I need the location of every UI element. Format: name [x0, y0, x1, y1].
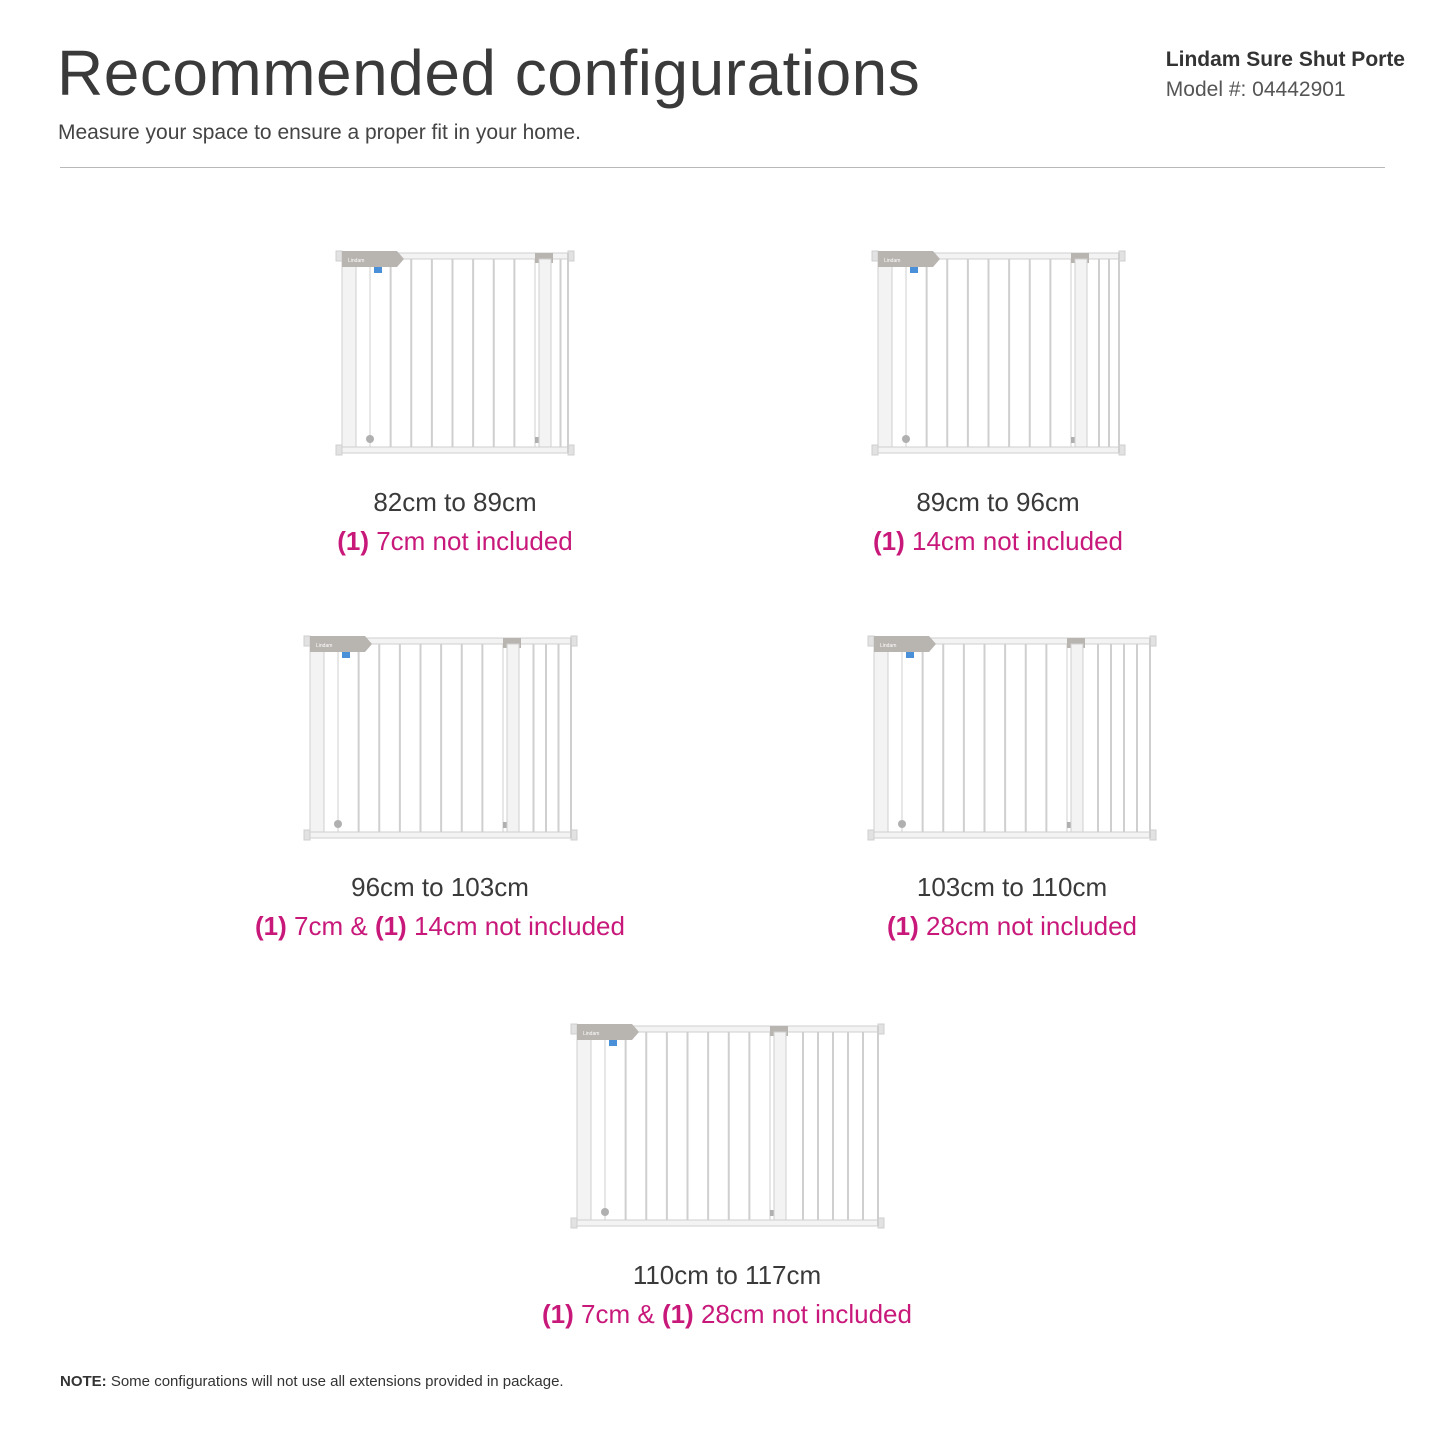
extension-text: 7cm & [286, 911, 375, 941]
configuration-card [300, 243, 610, 557]
pressure-bolt [336, 251, 342, 261]
configuration-card [848, 243, 1148, 557]
gate-frame-post [774, 1032, 786, 1220]
extension-requirement [300, 526, 610, 557]
header-divider [60, 167, 1385, 168]
gate-bottom-rail [577, 1220, 878, 1226]
gate-illustration [298, 628, 583, 850]
latch-indicator [906, 652, 914, 658]
width-range: 96cm to 103cm [351, 872, 529, 902]
extension-qty: (1) [661, 1299, 694, 1329]
page-subtitle: Measure your space to ensure a proper fit in your home. [58, 121, 581, 144]
gate-frame-post [1075, 259, 1087, 447]
gate-frame-post [878, 259, 892, 447]
width-range: 89cm to 96cm [916, 487, 1080, 517]
gate-bottom-rail [342, 447, 568, 453]
extension-text: 14cm not included [904, 526, 1124, 556]
pressure-bolt [868, 636, 874, 646]
gate-bottom-rail [310, 832, 571, 838]
gate-bottom-rail [878, 447, 1119, 453]
brand-label: Lindam [315, 643, 332, 649]
pressure-bolt [336, 445, 342, 455]
extension-qty: (1) [542, 1299, 574, 1329]
brand-label: Lindam [880, 643, 897, 649]
extension-requirement [862, 911, 1162, 942]
width-range: 110cm to 117cm [632, 1260, 822, 1290]
page-title: Recommended configurations [57, 37, 921, 109]
extension-requirement [848, 526, 1148, 557]
extension-qty: (1) [872, 526, 905, 556]
hinge [334, 820, 342, 828]
hinge [898, 820, 906, 828]
brand-label: Lindam [348, 258, 365, 264]
latch-indicator [609, 1040, 617, 1046]
gate-frame-post [342, 259, 356, 447]
gate-bottom-rail [874, 832, 1150, 838]
product-info [1166, 48, 1405, 102]
hinge [366, 435, 374, 443]
gate-frame-post [874, 644, 888, 832]
brand-label: Lindam [582, 1031, 599, 1037]
extension-text: 7cm & [573, 1299, 662, 1329]
footnote [60, 1373, 564, 1390]
gate-illustration [330, 243, 580, 465]
pressure-bolt [868, 830, 874, 840]
gate-illustration [565, 1016, 890, 1238]
pressure-bolt [571, 1024, 577, 1034]
hinge [601, 1208, 609, 1216]
footnote-label: NOTE: [60, 1373, 107, 1390]
extension-qty: (1) [886, 911, 919, 941]
gate-illustration [866, 243, 1131, 465]
product-name: Lindam Sure Shut Porte [1165, 48, 1405, 71]
latch-indicator [374, 267, 382, 273]
pressure-bolt [872, 251, 878, 261]
gate-frame-post [1071, 644, 1083, 832]
hinge [902, 435, 910, 443]
extension-text: 28cm not included [693, 1299, 912, 1329]
footnote-text: Some configurations will not use all extensions provided in package. [106, 1373, 564, 1390]
extension-text: 14cm not included [406, 911, 625, 941]
latch-indicator [342, 652, 350, 658]
gate-frame-post [310, 644, 324, 832]
extension-qty: (1) [374, 911, 407, 941]
extension-qty: (1) [337, 526, 369, 556]
gate-frame-post [539, 259, 551, 447]
pressure-bolt [872, 445, 878, 455]
pressure-bolt [304, 636, 310, 646]
extension-qty: (1) [255, 911, 287, 941]
width-range: 103cm to 110cm [916, 872, 1108, 902]
brand-label: Lindam [883, 258, 900, 264]
extension-text: 28cm not included [918, 911, 1138, 941]
configuration-card [520, 1016, 934, 1330]
width-range: 82cm to 89cm [373, 487, 537, 517]
gate-illustration [862, 628, 1162, 850]
latch-indicator [910, 267, 918, 273]
configuration-card [230, 628, 650, 942]
extension-requirement [520, 1299, 934, 1330]
gate-frame-post [577, 1032, 591, 1220]
configuration-card [862, 628, 1162, 942]
pressure-bolt [571, 1218, 577, 1228]
pressure-bolt [304, 830, 310, 840]
product-model: Model #: 04442901 [1165, 78, 1346, 101]
extension-requirement [230, 911, 650, 942]
gate-frame-post [507, 644, 519, 832]
extension-text: 7cm not included [368, 526, 573, 556]
